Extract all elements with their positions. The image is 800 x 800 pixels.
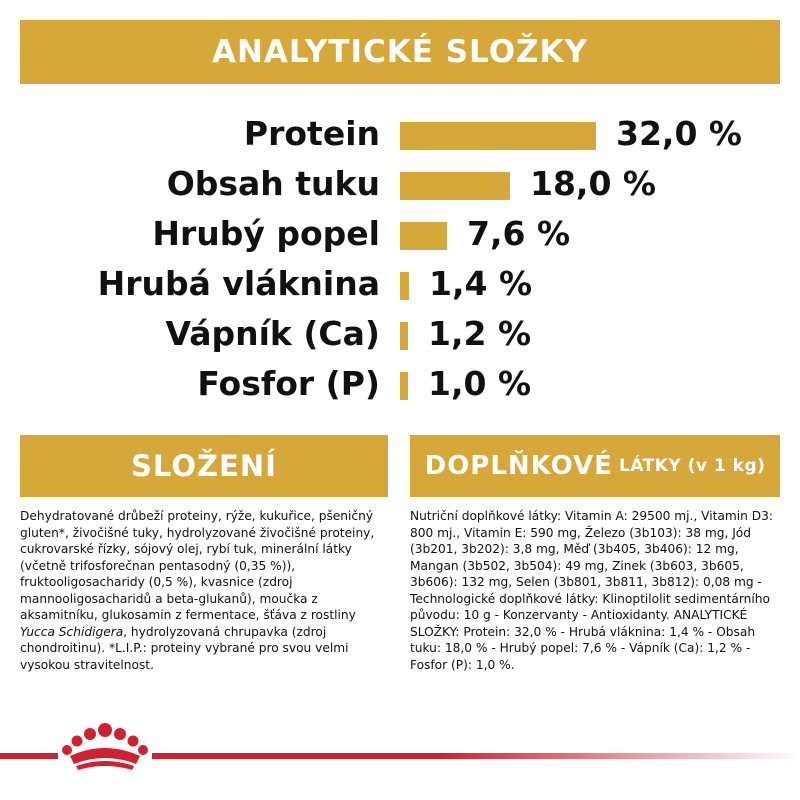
nutrient-value: 1,2 % bbox=[428, 314, 532, 353]
nutrient-bar-list bbox=[0, 112, 800, 412]
analytical-components-title: ANALYTICKÉ SLOŽKY bbox=[212, 34, 588, 70]
nutrient-bar bbox=[400, 272, 409, 300]
nutrient-value: 32,0 % bbox=[616, 114, 742, 153]
nutrient-label: Hrubý popel bbox=[152, 214, 380, 253]
additives-title-main: DOPLŇKOVÉ bbox=[424, 451, 613, 481]
additives-banner bbox=[410, 435, 780, 497]
nutrient-row bbox=[0, 112, 800, 162]
royal-canin-crown-icon bbox=[58, 722, 152, 772]
composition-text-italic: Yucca Schidigera bbox=[20, 624, 124, 639]
nutrient-row bbox=[0, 362, 800, 412]
composition-text-part2: , hydrolyzovaná chrupavka (zdroj chondroitinu). *L.I.P.: proteiny vybrané pro svou velmi vysokou stravitelnost. bbox=[20, 624, 349, 672]
nutrient-label: Vápník (Ca) bbox=[165, 314, 380, 353]
nutrient-label: Hrubá vláknina bbox=[97, 264, 380, 303]
composition-text-part1: Dehydratované drůbeží proteiny, rýže, kukuřice, pšeničný gluten*, živočišné tuky, hydrolyzované živočišné proteiny, cukrovarské řízky, sójový olej, rybí tuk, minerální látky (včetně trifosforečnan pentasodný (0,35 %)), fruktooligosacharidy (0,5 %), kvasnice (zdroj mannooligosacharidů a beta-glukanů), moučka z aksamitníku, glukosamin z fermentace, šťáva z rostliny bbox=[20, 509, 375, 622]
nutrient-bar bbox=[400, 372, 408, 400]
composition-title: SLOŽENÍ bbox=[131, 449, 277, 483]
nutrient-value: 1,0 % bbox=[428, 364, 532, 403]
nutrient-row bbox=[0, 212, 800, 262]
analytical-components-banner bbox=[20, 20, 780, 84]
nutrient-value: 18,0 % bbox=[530, 164, 656, 203]
nutrient-label: Obsah tuku bbox=[166, 164, 380, 203]
nutrient-row bbox=[0, 162, 800, 212]
nutrient-label: Protein bbox=[243, 114, 380, 153]
nutrient-row bbox=[0, 312, 800, 362]
nutrient-row bbox=[0, 262, 800, 312]
nutrient-label: Fosfor (P) bbox=[197, 364, 380, 403]
nutrient-bar bbox=[400, 172, 510, 200]
additives-title-small: LÁTKY (v 1 kg) bbox=[618, 456, 766, 476]
composition-text bbox=[20, 508, 388, 673]
composition-banner bbox=[20, 435, 388, 497]
nutrient-bar bbox=[400, 322, 408, 350]
nutrient-bar bbox=[400, 222, 447, 250]
additives-text: Nutriční doplňkové látky: Vitamin A: 29500 mj., Vitamin D3: 800 mj., Vitamin E: 590 mg, Železo (3b103): 38 mg, Jód (3b201, 3b202): 3,8 mg, Měď (3b405, 3b406): 12 mg, Mangan (3b502, 3b504): 49 mg, Zinek (3b603, 3b605, 3b606): 132 mg, Selen (3b801, 3b811, 3b812): 0,08 mg - Technologické doplňkové látky: Klinoptilolit sedimentárního původu: 10 g - Konzervanty - Antioxidanty. ANALYTICKÉ SLOŽKY: Protein: 32,0 % - Hrubá vláknina: 1,4 % - Obsah tuku: 18,0 % - Hrubý popel: 7,6 % - Vápník (Ca): 1,2 % - Fosfor (P): 1,0 %. bbox=[410, 509, 773, 672]
nutrient-value: 7,6 % bbox=[467, 214, 571, 253]
nutrient-bar bbox=[400, 122, 596, 150]
nutrient-value: 1,4 % bbox=[429, 264, 533, 303]
